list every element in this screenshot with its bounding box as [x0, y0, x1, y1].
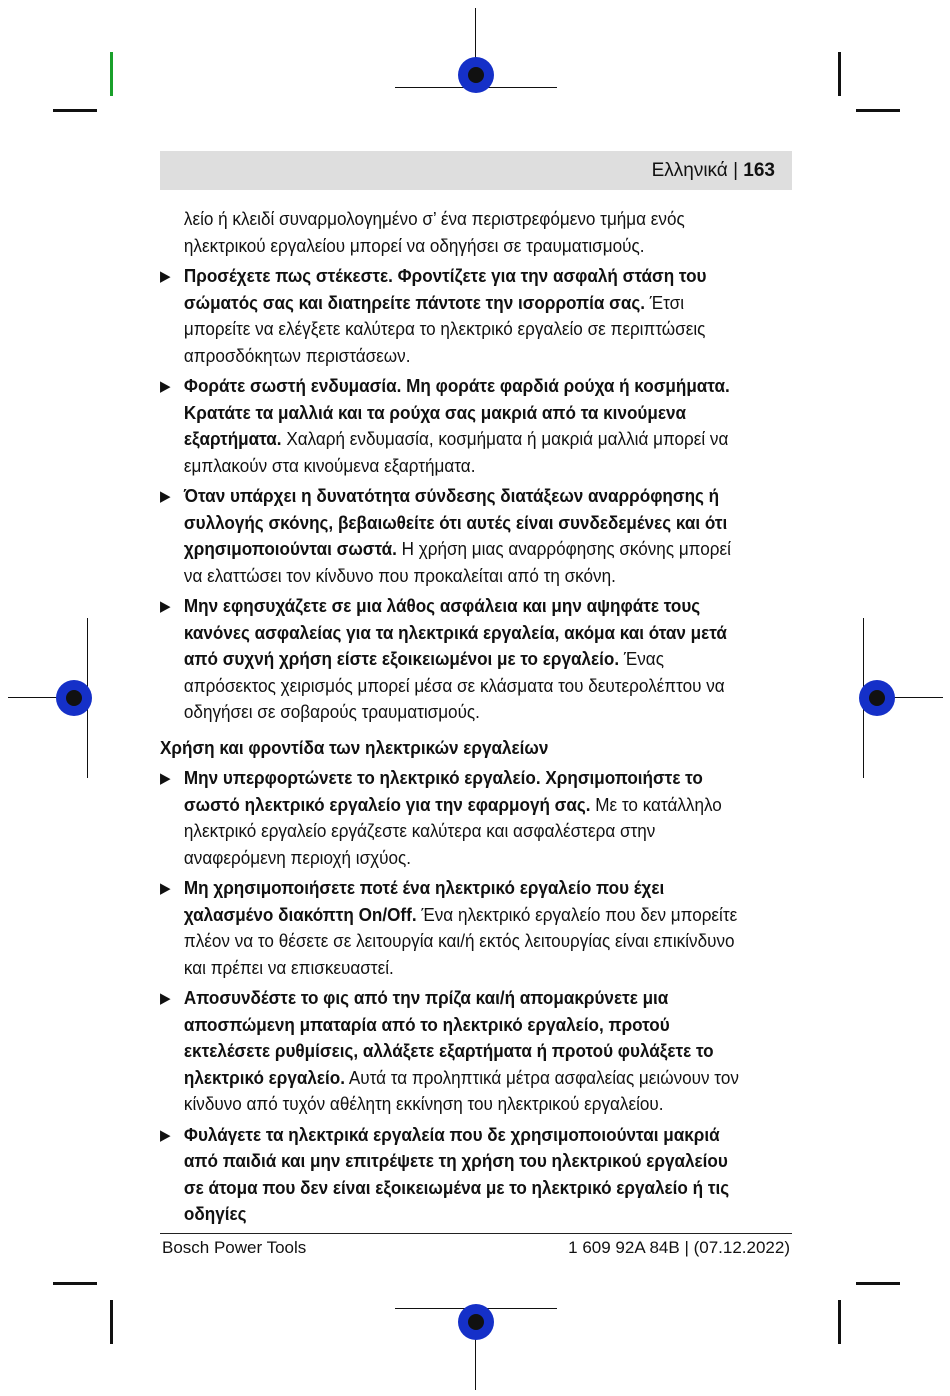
footer-divider: [160, 1233, 792, 1234]
header-language: Ελληνικά: [651, 160, 728, 181]
bullet-item: [160, 765, 741, 871]
registration-target-icon: [56, 680, 92, 716]
crop-mark: [110, 1300, 113, 1344]
crop-mark: [838, 1300, 841, 1344]
bullet-item: [160, 593, 741, 726]
registration-target-icon: [859, 680, 895, 716]
crop-mark: [53, 1282, 97, 1285]
bullet-body-text: Ένα ηλεκτρικό εργαλείο που δεν μπορείτε πλέον να το θέσετε σε λειτουργία και/ή εκτός λειτουργίας είναι επικίνδυνο και πρέπει να επισκευαστεί.: [183, 903, 738, 978]
bullet-item: [160, 483, 741, 589]
header-text: [652, 160, 775, 182]
bullet-body-text: Έτσι μπορείτε να ελέγξετε καλύτερα το ηλεκτρικό εργαλείο σε περιπτώσεις απροσδόκητων περιστάσεων.: [183, 291, 706, 366]
bullet-bold-text: Αποσυνδέστε το φις από την πρίζα και/ή απομακρύνετε μια αποσπώμενη μπαταρία από το ηλεκτρικό εργαλείο, προτού εκτελέσετε ρυθμίσεις, αλλάξετε εξαρτήματα ή προτού φυλάξετε το ηλεκτρικό εργαλείο.: [183, 987, 714, 1088]
bullet-item: [160, 373, 741, 479]
bullet-bold-text: Προσέχετε πως στέκεστε. Φροντίζετε για την ασφαλή στάση του σώματός σας και διατηρείτε πάντοτε την ισορροπία σας.: [183, 265, 707, 313]
bullet-list-1: [160, 263, 741, 726]
footer-doc-number: 1 609 92A 84B | (07.12.2022): [568, 1238, 790, 1257]
crop-mark: [856, 109, 900, 112]
registration-line: [475, 1335, 476, 1390]
crop-mark: [110, 52, 113, 96]
bullet-item: [160, 263, 741, 369]
bullet-body-text: Χαλαρή ενδυμασία, κοσμήματα ή μακριά μαλλιά μπορεί να εμπλακούν στα κινούμενα εξαρτήματα.: [183, 428, 729, 476]
page-number: 163: [743, 160, 775, 181]
crop-mark: [838, 52, 841, 96]
bullet-list-2: [160, 765, 741, 1228]
section-heading: Χρήση και φροντίδα των ηλεκτρικών εργαλείων: [160, 736, 549, 758]
main-content: [160, 206, 741, 1228]
bullet-bold-text: Μη χρησιμοποιήσετε ποτέ ένα ηλεκτρικό εργαλείο που έχει χαλασμένο διακόπτη On/Off.: [183, 877, 665, 925]
bullet-body-text: Ένας απρόσεκτος χειρισμός μπορεί μέσα σε κλάσματα του δευτερολέπτου να οδηγήσει σε σοβαρούς τραυματισμούς.: [183, 648, 725, 722]
bullet-bold-text: Μην εφησυχάζετε σε μια λάθος ασφάλεια και μην αψηφάτε τους κανόνες ασφαλείας για τα ηλεκτρικά εργαλεία, ακόμα και όταν μετά από συχνή χρήση είστε εξοικειωμένοι με το εργαλείο.: [183, 595, 727, 669]
page-header: [160, 151, 792, 190]
bullet-item: [160, 985, 741, 1118]
bullet-body-text: Με το κατάλληλο ηλεκτρικό εργαλείο εργάζεστε καλύτερα και ασφαλέστερα στην αναφερόμενη περιοχή ισχύος.: [183, 793, 722, 868]
intro-paragraph: λείο ή κλειδί συναρμολογημένο σ’ ένα περιστρεφόμενο τμήμα ενός ηλεκτρικού εργαλείου μπορεί να οδηγήσει σε τραυματισμούς.: [183, 208, 685, 256]
bullet-item: [160, 875, 741, 981]
registration-line: [8, 697, 63, 698]
bullet-bold-text: Φυλάγετε τα ηλεκτρικά εργαλεία που δε χρησιμοποιούνται μακριά από παιδιά και μην επιτρέψετε τη χρήση του ηλεκτρικού εργαλείου σε άτομα που δεν είναι εξοικειωμένα με το ηλεκτρικό εργαλείο ή τις οδηγίες: [183, 1123, 730, 1224]
crop-mark: [856, 1282, 900, 1285]
crop-mark: [53, 109, 97, 112]
bullet-bold-text: Όταν υπάρχει η δυνατότητα σύνδεσης διατάξεων αναρρόφησης ή συλλογής σκόνης, βεβαιωθείτε ότι αυτές είναι συνδεδεμένες και ότι χρησιμοποιούνται σωστά.: [183, 485, 728, 559]
bullet-bold-text: Φοράτε σωστή ενδυμασία. Μη φοράτε φαρδιά ρούχα ή κοσμήματα. Κρατάτε τα μαλλιά και τα ρούχα σας μακριά από τα κινούμενα εξαρτήματα.: [183, 375, 730, 449]
footer-brand: Bosch Power Tools: [162, 1238, 307, 1257]
header-separator: |: [733, 160, 739, 181]
registration-target-icon: [458, 57, 494, 93]
registration-line: [888, 697, 943, 698]
bullet-bold-text: Μην υπερφορτώνετε το ηλεκτρικό εργαλείο. Χρησιμοποιήστε το σωστό ηλεκτρικό εργαλείο για την εφαρμογή σας.: [183, 767, 703, 815]
registration-target-icon: [458, 1304, 494, 1340]
bullet-body-text: Αυτά τα προληπτικά μέτρα ασφαλείας μειώνουν τον κίνδυνο από τυχόν αθέλητη εκκίνηση του ηλεκτρικού εργαλείου.: [183, 1066, 739, 1114]
bullet-body-text: Η χρήση μιας αναρρόφησης σκόνης μπορεί να ελαττώσει τον κίνδυνο που προκαλείται από τη σκόνη.: [183, 538, 731, 586]
bullet-item: [160, 1122, 741, 1228]
